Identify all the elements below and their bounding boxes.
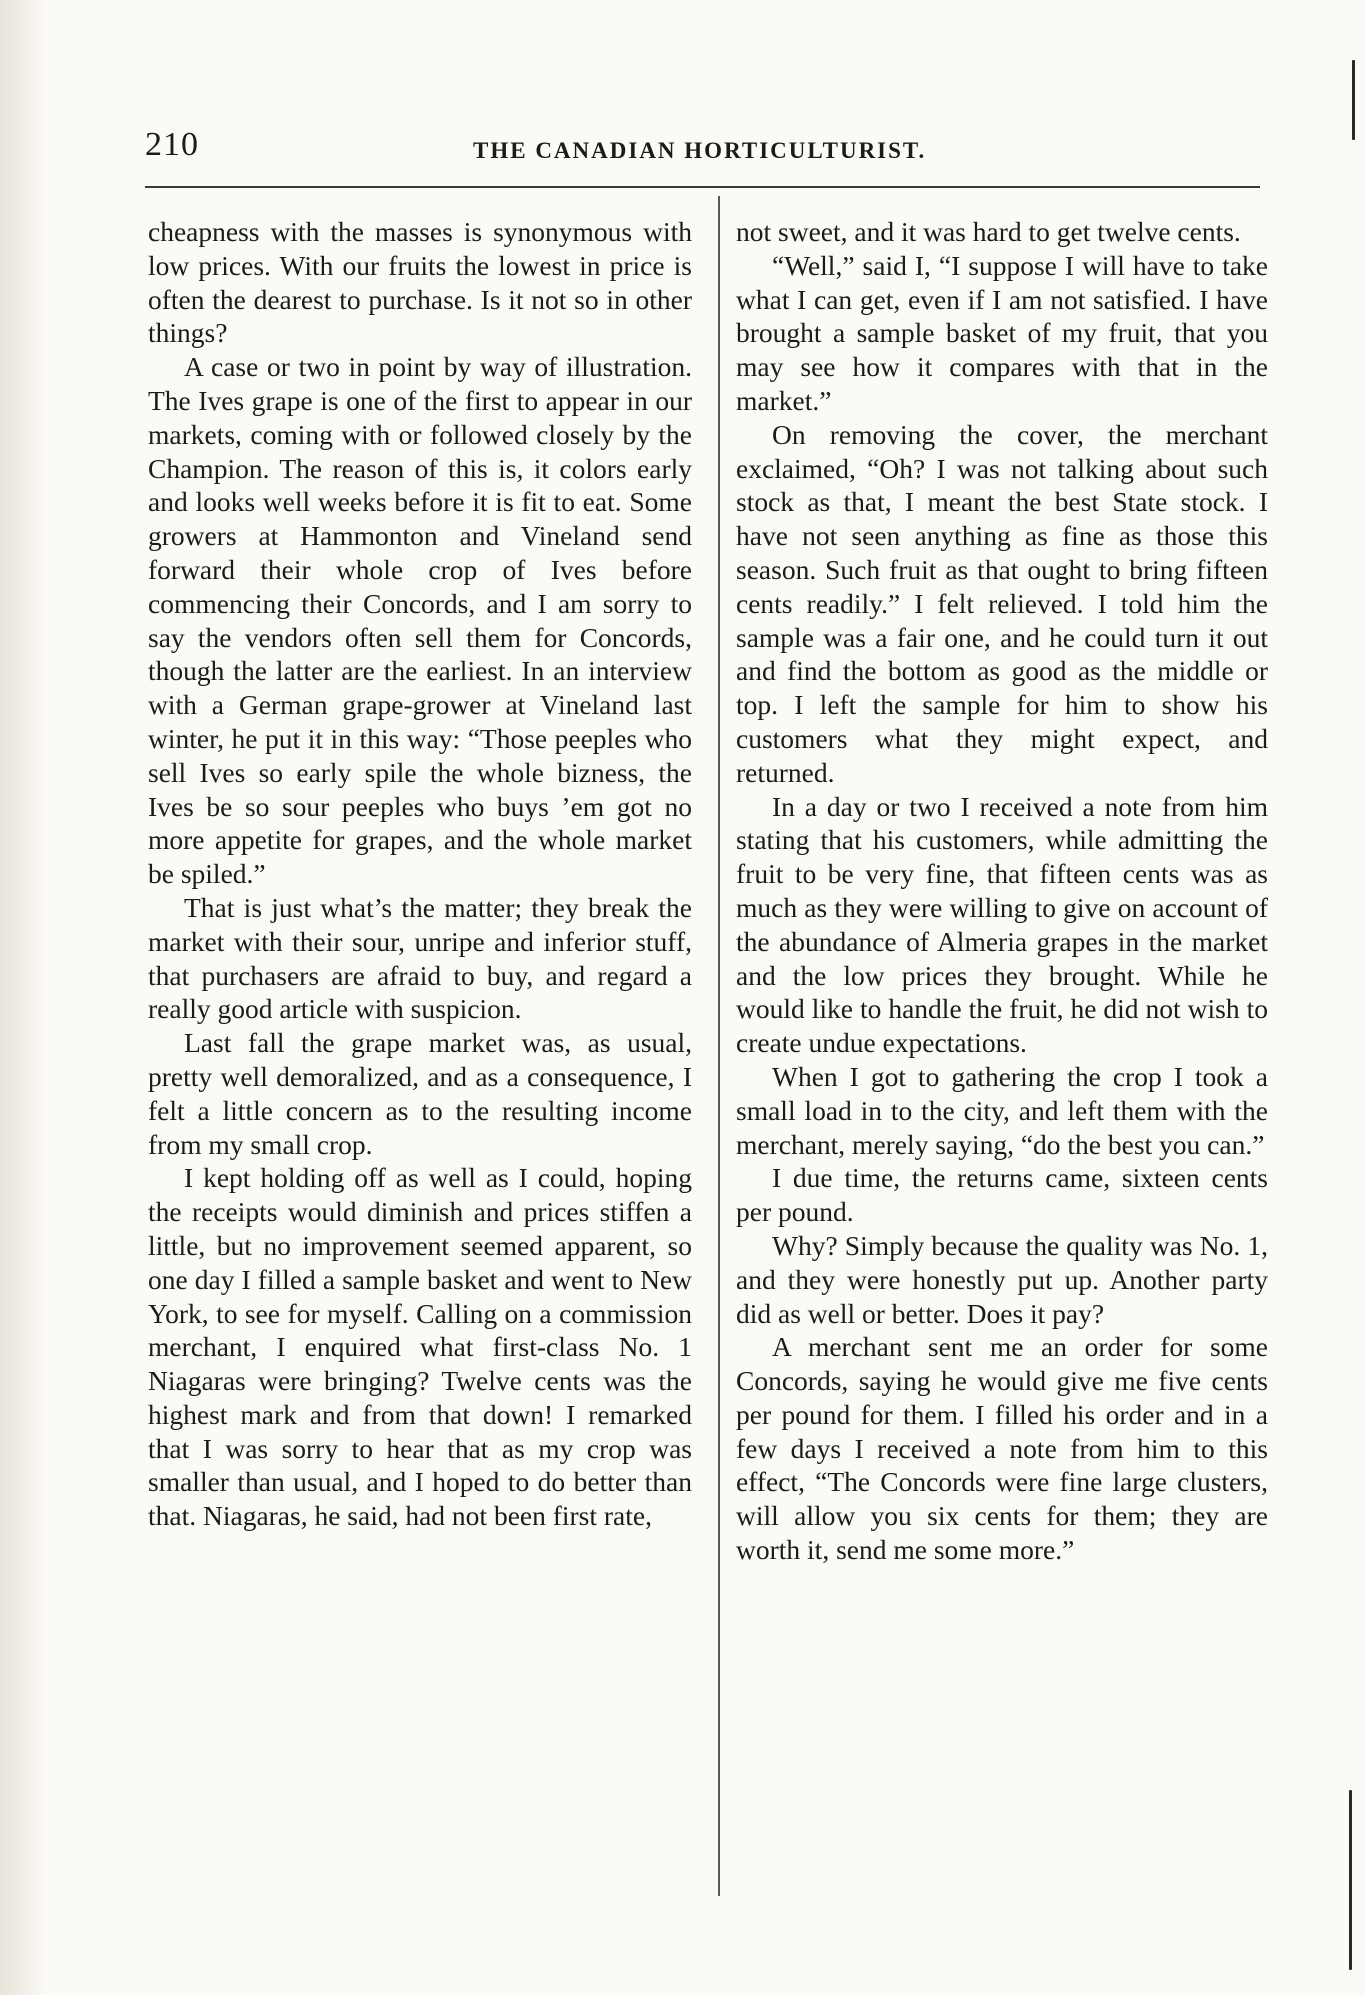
scan-edge-mark <box>1352 60 1355 140</box>
paragraph: cheapness with the masses is synonymous with low prices. With our fruits the lowest in price is often the dearest to purchase. Is it not so in other things? <box>148 216 692 349</box>
scan-edge-mark <box>1349 1790 1352 1970</box>
journal-title: THE CANADIAN HORTICULTURIST. <box>473 138 927 163</box>
page-header <box>145 126 1265 170</box>
paragraph: I due time, the returns came, sixteen cents per pound. <box>736 1162 1268 1228</box>
page-number: 210 <box>145 126 199 163</box>
paragraph: Why? Simply because the quality was No. 1, and they were honestly put up. Another party did as well or better. Does it pay? <box>736 1229 1268 1329</box>
left-column <box>148 215 692 1533</box>
header-rule <box>145 186 1260 188</box>
paragraph: A merchant sent me an order for some Concords, saying he would give me five cents per pound for them. I filled his order and in a few days I received a note from him to this effect, “The Concords were fine large clusters, will allow you six cents for them; they are worth it, send me some more.” <box>736 1331 1268 1566</box>
paragraph: not sweet, and it was hard to get twelve cents. <box>736 216 1241 247</box>
column-divider <box>718 196 720 1896</box>
paragraph: In a day or two I received a note from him stating that his customers, while admitting the fruit to be very fine, that fifteen cents was as much as they were willing to give on account of the abundance of Almeria grapes in the market and the low prices they brought. While he would like to handle the fruit, he did not wish to create undue expectations. <box>736 790 1268 1059</box>
paragraph: On removing the cover, the merchant exclaimed, “Oh? I was not talking about such stock as that, I meant the best State stock. I have not seen anything as fine as those this season. Such fruit as that ought to bring fifteen cents readily.” I felt relieved. I told him the sample was a fair one, and he could turn it out and find the bottom as good as the middle or top. I left the sample for him to show his customers what they might expect, and returned. <box>736 418 1268 788</box>
right-column <box>736 215 1268 1567</box>
paragraph: Last fall the grape market was, as usual, pretty well demoralized, and as a consequence, I felt a little concern as to the resulting income from my small crop. <box>148 1027 692 1160</box>
paragraph: When I got to gathering the crop I took a small load in to the city, and left them with the merchant, merely saying, “do the best you can.” <box>736 1060 1268 1160</box>
page-scan-edge <box>0 0 46 1995</box>
paragraph: I kept holding off as well as I could, hoping the receipts would diminish and prices stiffen a little, but no improvement seemed apparent, so one day I filled a sample basket and went to New York, to see for myself. Calling on a commission merchant, I enquired what first-class No. 1 Niagaras were bringing? Twelve cents was the highest mark and from that down! I remarked that I was sorry to hear that as my crop was smaller than usual, and I hoped to do better than that. Niagaras, he said, had not been first rate, <box>148 1162 692 1532</box>
paragraph: That is just what’s the matter; they break the market with their sour, unripe and inferior stuff, that purchasers are afraid to buy, and regard a really good article with suspicion. <box>148 891 692 1025</box>
paragraph: “Well,” said I, “I suppose I will have to take what I can get, even if I am not satisfied. I have brought a sample basket of my fruit, that you may see how it compares with that in the market.” <box>736 249 1268 416</box>
paragraph: A case or two in point by way of illustration. The Ives grape is one of the first to appear in our markets, coming with or followed closely by the Champion. The reason of this is, it colors early and looks well weeks before it is fit to eat. Some growers at Hammonton and Vineland send forward their whole crop of Ives before commencing their Concords, and I am sorry to say the vendors often sell them for Concords, though the latter are the earliest. In an interview with a German grape-grower at Vineland last winter, he put it in this way: “Those peeples who sell Ives so early spile the whole bizness, the Ives be so sour peeples who buys ’em got no more appetite for grapes, and the whole market be spiled.” <box>148 351 692 890</box>
